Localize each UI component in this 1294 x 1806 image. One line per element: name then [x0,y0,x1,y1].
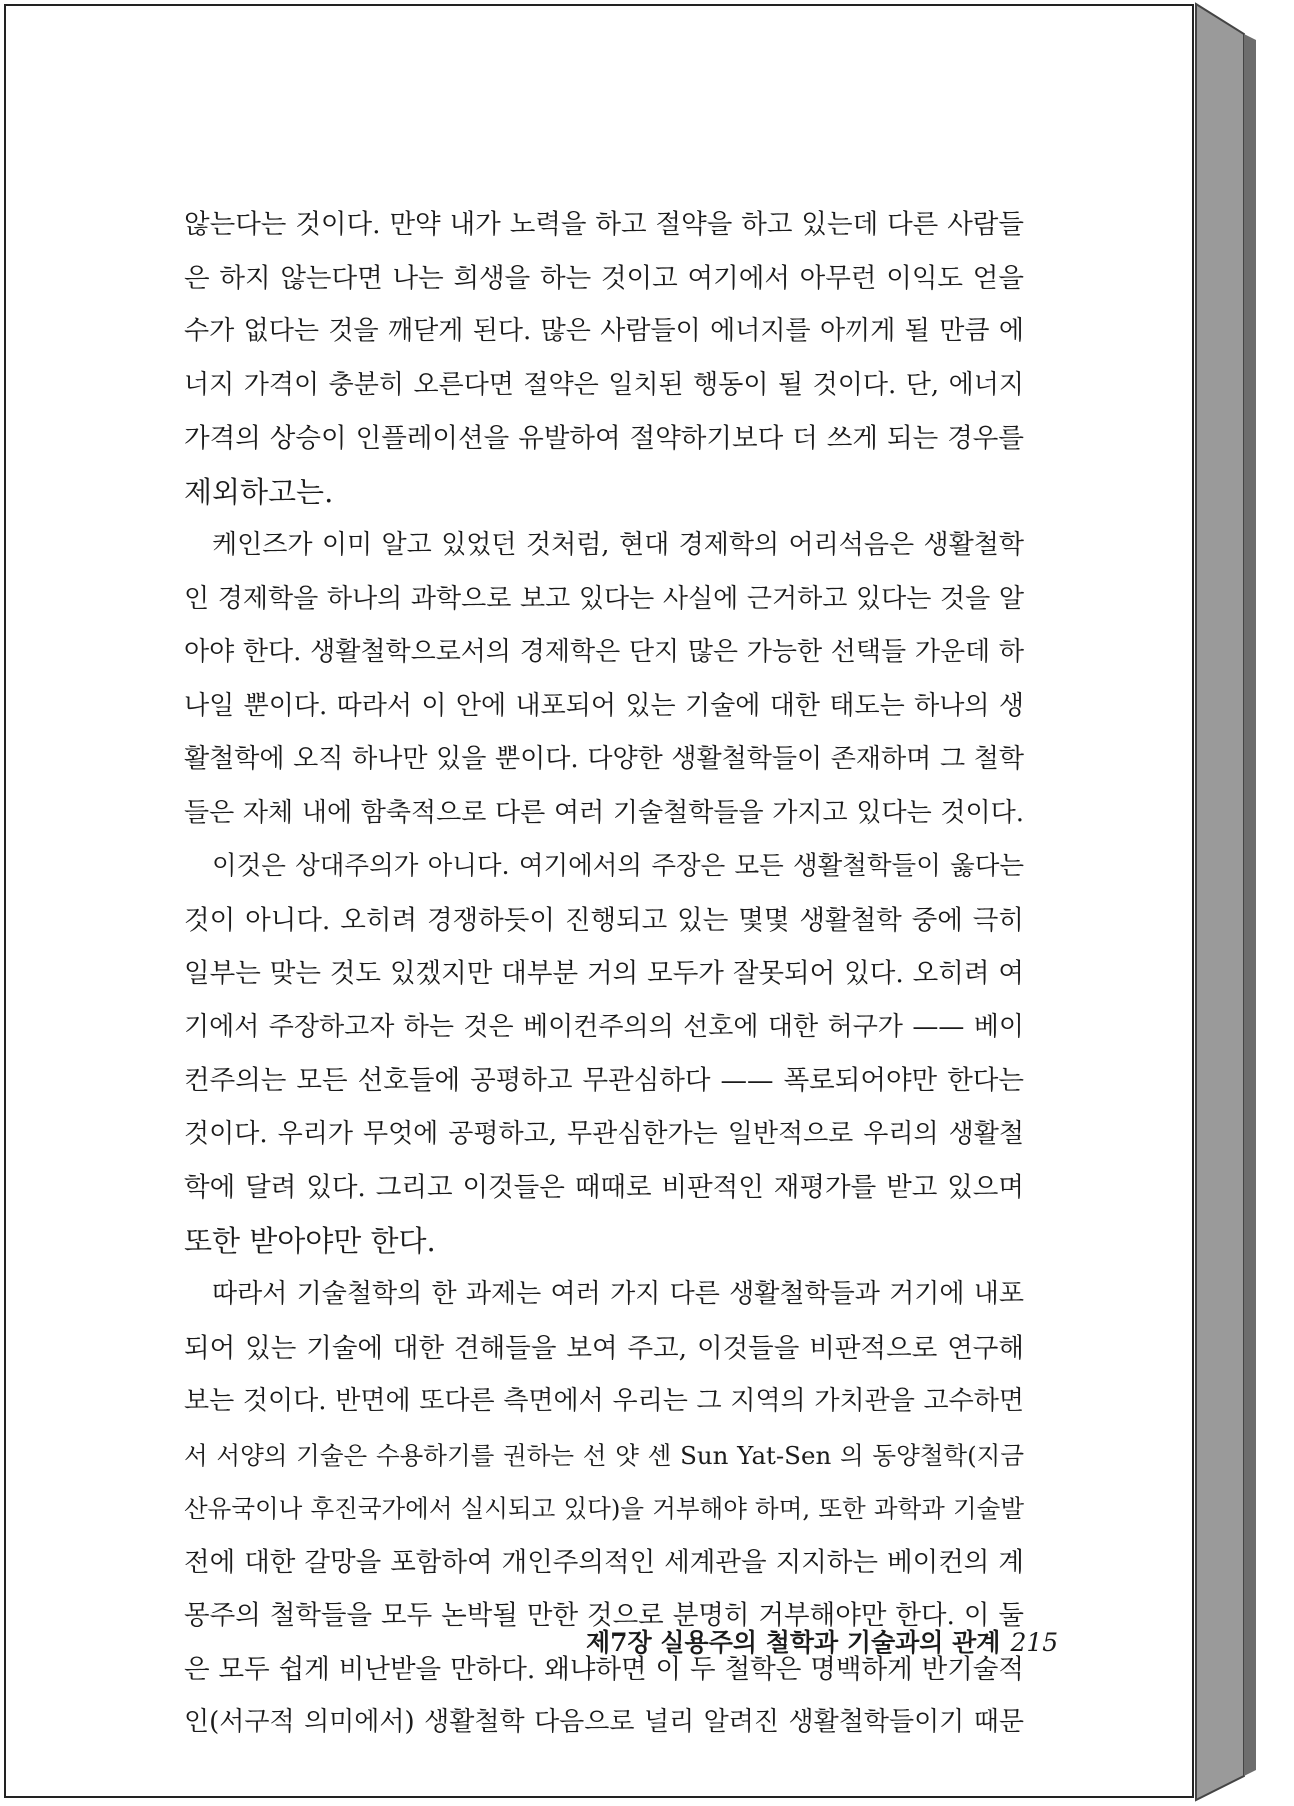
text-line: 또한 받아야만 한다. [184,1223,436,1258]
text-line: 제외하고는. [184,474,334,509]
text-line: 기에서 주장하고자 하는 것은 베이컨주의의 선호에 대한 허구가 —— 베이 [184,1011,1024,1042]
page-footer [586,1623,1059,1659]
text-line: 되어 있는 기술에 대한 견해들을 보여 주고, 이것들을 비판적으로 연구해 [184,1332,1024,1364]
running-head: 제7장 실용주의 철학과 기술과의 관계 [586,1628,1001,1657]
text-line: 서 서양의 기술은 수용하기를 권하는 선 얏 센 Sun Yat-Sen 의 동양철학(지금 [184,1440,1024,1470]
text-line: 나일 뿐이다. 따라서 이 안에 내포되어 있는 기술에 대한 태도는 하나의 생 [184,690,1024,721]
text-line: 인(서구적 의미에서) 생활철학 다음으로 널리 알려진 생활철학들이기 때문 [184,1707,1024,1737]
text-line: 일부는 맞는 것도 있겠지만 대부분 거의 모두가 잘못되어 있다. 오히려 여 [184,958,1024,989]
text-line: 수가 없다는 것을 깨닫게 된다. 많은 사람들이 에너지를 아끼게 될 만큼 에 [184,316,1024,346]
text-line: 가격의 상승이 인플레이션을 유발하여 절약하기보다 더 쓰게 되는 경우를 [184,423,1024,454]
text-line: 들은 자체 내에 함축적으로 다른 여러 기술철학들을 가지고 있다는 것이다. [184,797,1024,828]
text-line: 활철학에 오직 하나만 있을 뿐이다. 다양한 생활철학들이 존재하며 그 철학 [184,744,1024,774]
text-line: 산유국이나 후진국가에서 실시되고 있다)을 거부해야 하며, 또한 과학과 기술발 [184,1494,1024,1523]
text-line: 전에 대한 갈망을 포함하여 개인주의적인 세계관을 지지하는 베이컨의 계 [184,1546,1024,1578]
text-line: 은 모두 쉽게 비난받을 만하다. 왜냐하면 이 두 철학은 명백하게 반기술적 [184,1653,1024,1685]
text-line: 것이다. 우리가 무엇에 공평하고, 무관심한가는 일반적으로 우리의 생활철 [184,1118,1024,1149]
text-line: 컨주의는 모든 선호들에 공평하고 무관심하다 —— 폭로되어야만 한다는 [184,1065,1024,1096]
text-line: 보는 것이다. 반면에 또다른 측면에서 우리는 그 지역의 가치관을 고수하면 [184,1386,1024,1416]
page-body-text [184,198,1024,1750]
text-line: 않는다는 것이다. 만약 내가 노력을 하고 절약을 하고 있는데 다른 사람들 [184,209,1024,240]
text-line: 너지 가격이 충분히 오른다면 절약은 일치된 행동이 될 것이다. 단, 에너지 [184,369,1024,400]
page-number: 215 [1010,1628,1059,1657]
text-line: 이것은 상대주의가 아니다. 여기에서의 주장은 모든 생활철학들이 옳다는 [212,851,1024,881]
text-line: 것이 아니다. 오히려 경쟁하듯이 진행되고 있는 몇몇 생활철학 중에 극히 [184,904,1024,936]
text-line: 은 하지 않는다면 나는 희생을 하는 것이고 여기에서 아무런 이익도 얻을 [184,262,1024,294]
text-line: 케인즈가 이미 알고 있었던 것처럼, 현대 경제학의 어리석음은 생활철학 [212,530,1024,560]
text-line: 학에 달려 있다. 그리고 이것들은 때때로 비판적인 재평가를 받고 있으며 [184,1172,1024,1203]
text-line: 인 경제학을 하나의 과학으로 보고 있다는 사실에 근거하고 있다는 것을 알 [184,583,1024,614]
text-line: 따라서 기술철학의 한 과제는 여러 가지 다른 생활철학들과 거기에 내포 [212,1279,1024,1309]
book-page [4,4,1194,1798]
text-line: 아야 한다. 생활철학으로서의 경제학은 단지 많은 가능한 선택들 가운데 하 [184,637,1024,667]
text-line: 몽주의 철학들을 모두 논박될 만한 것으로 분명히 거부해야만 한다. 이 둘 [184,1600,1024,1631]
